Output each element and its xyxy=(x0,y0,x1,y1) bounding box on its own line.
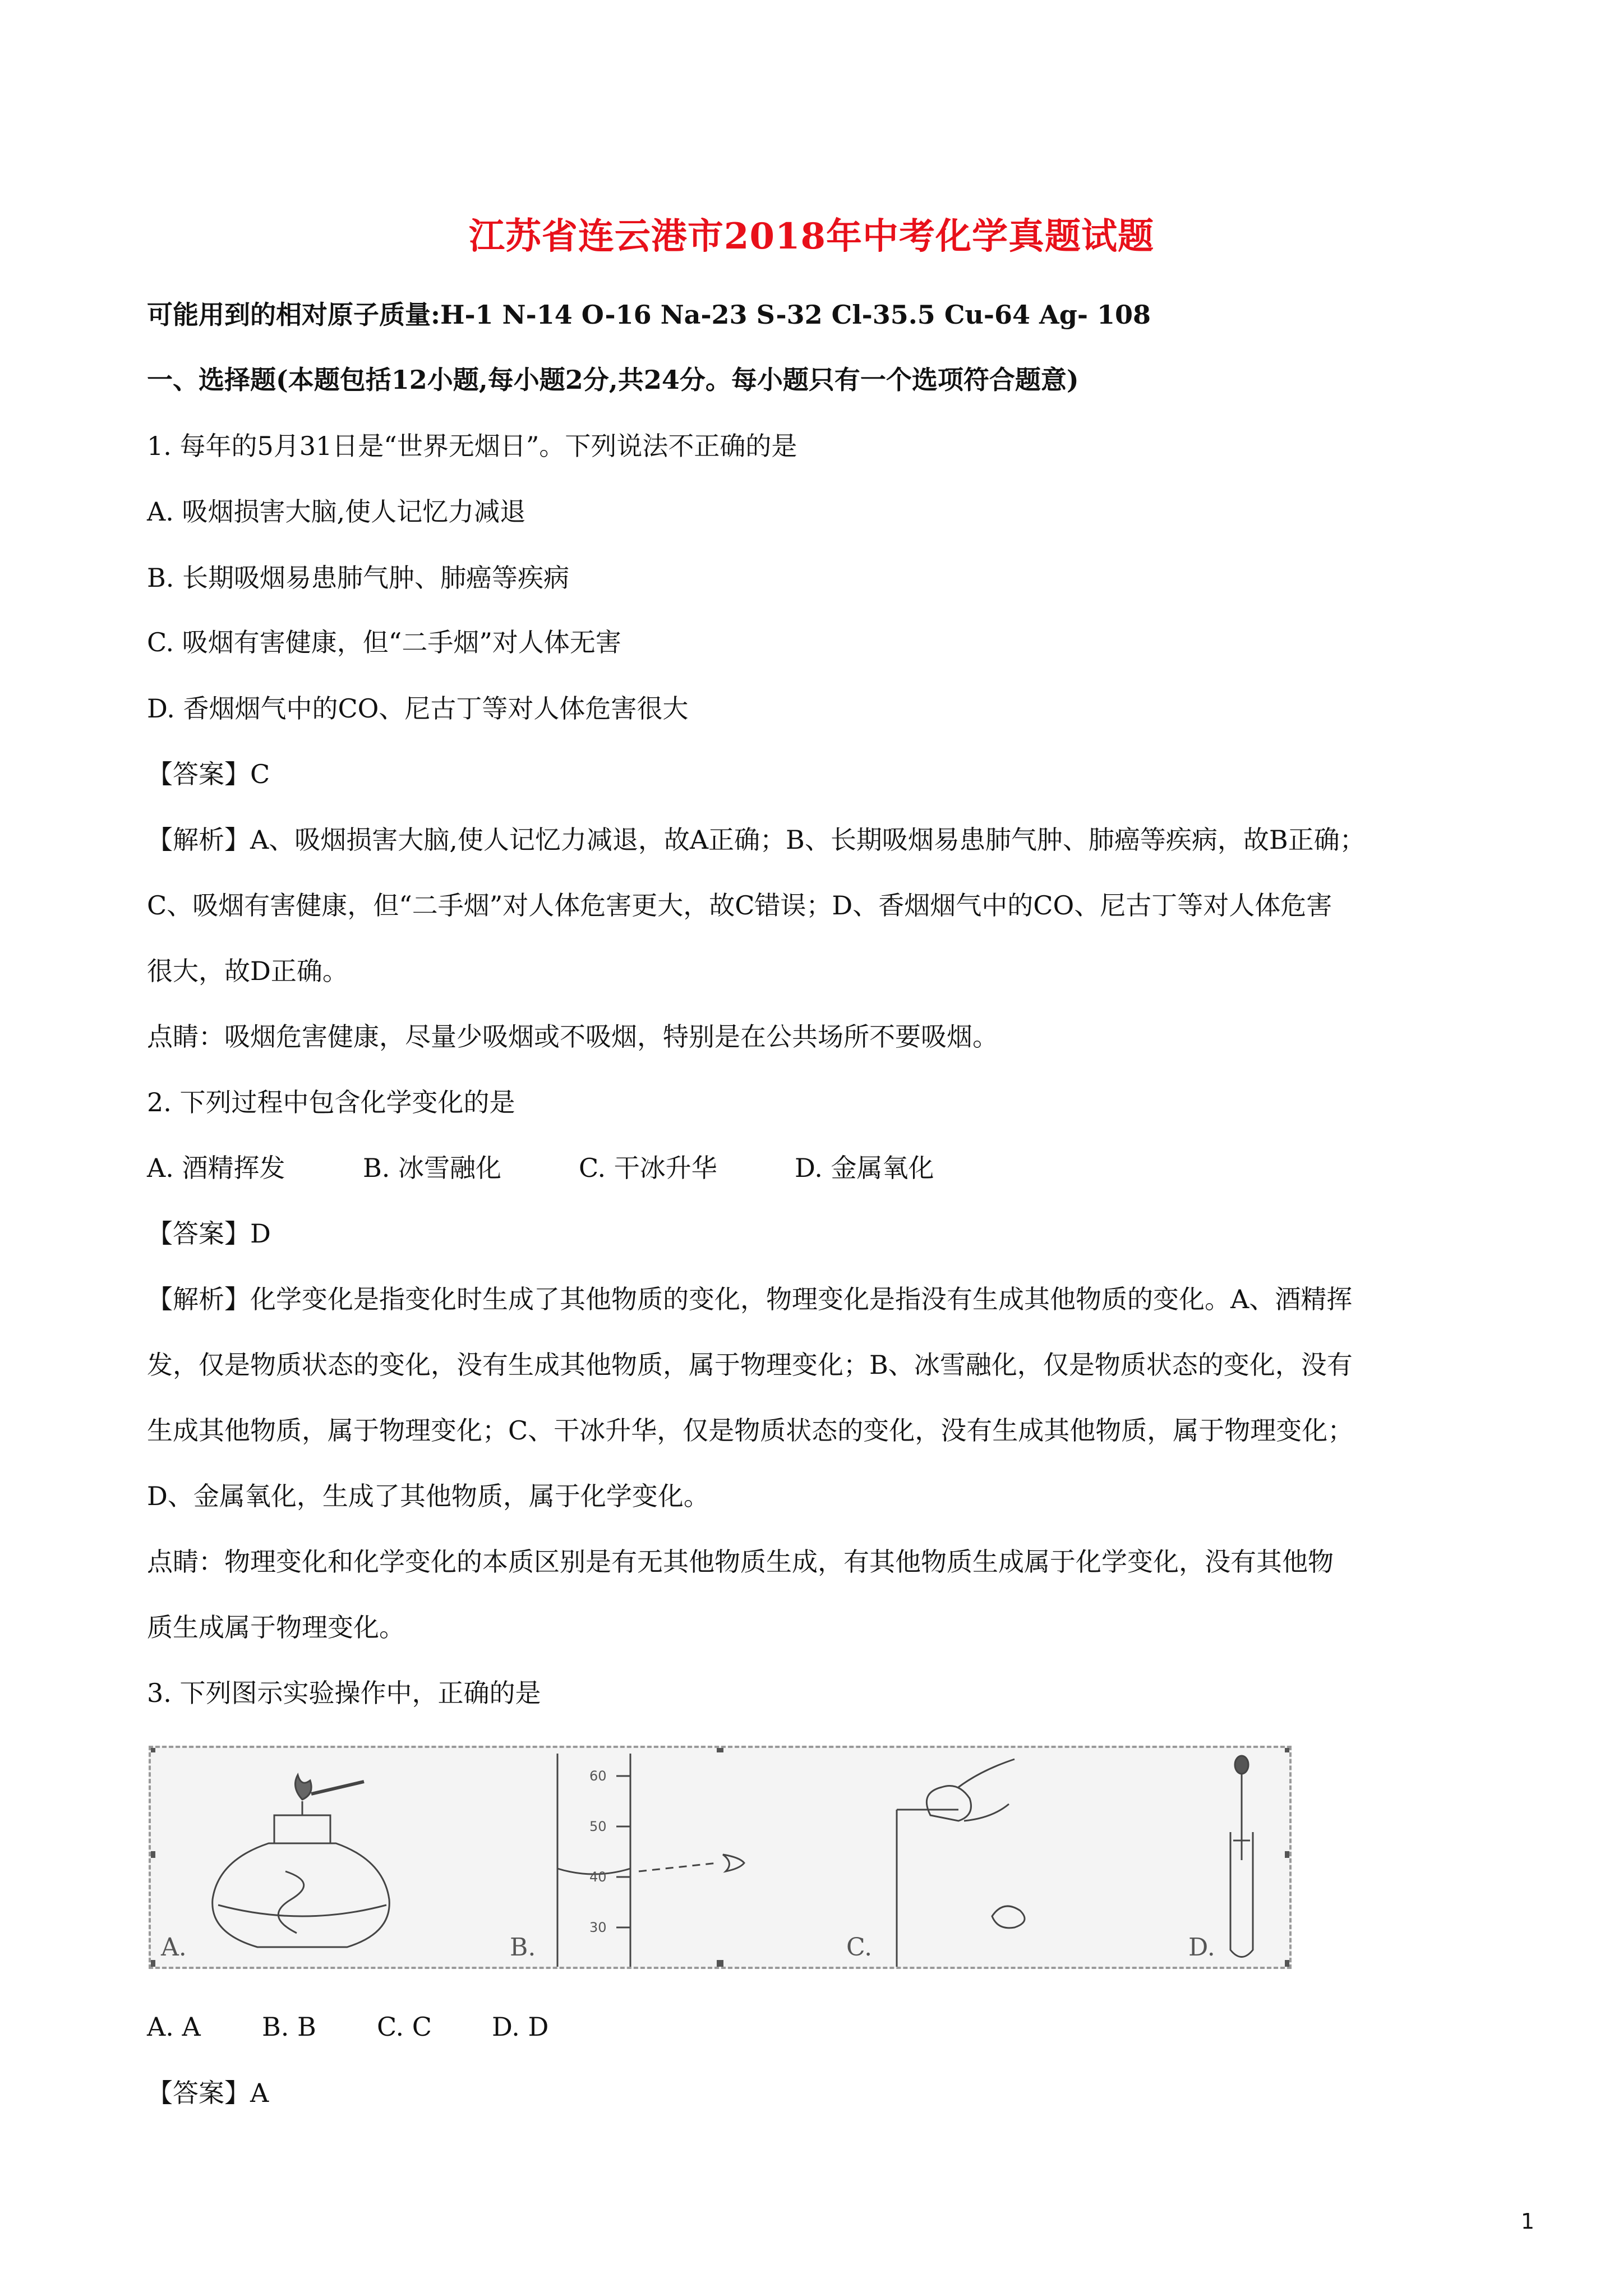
panel-label-d: D. xyxy=(1188,1933,1215,1962)
page-title: 江苏省连云港市2018年中考化学真题试题 xyxy=(468,215,1155,257)
q3-answer: 【答案】A xyxy=(147,2078,269,2108)
q1-option-b: B. 长期吸烟易患肺气肿、肺癌等疾病 xyxy=(147,563,570,593)
cylinder-tick-40: 40 xyxy=(589,1869,607,1885)
panel-label-a: A. xyxy=(161,1933,187,1962)
q3-options xyxy=(147,2009,1493,2044)
alcohol-lamp-icon xyxy=(213,1775,390,1947)
q3-option-d: D. D xyxy=(492,2012,549,2042)
graduated-cylinder-icon xyxy=(557,1754,744,1967)
q1-analysis-line-3: 很大，故D正确。 xyxy=(147,956,348,986)
q2-option-b: B. 冰雪融化 xyxy=(363,1153,502,1183)
q3-stem: 3. 下列图示实验操作中，正确的是 xyxy=(147,1678,541,1708)
panel-label-b: B. xyxy=(510,1933,536,1962)
q1-stem: 1. 每年的5月31日是“世界无烟日”。下列说法不正确的是 xyxy=(147,431,797,461)
q1-analysis-line-2: C、吸烟有害健康，但“二手烟”对人体危害更大，故C错误；D、香烟烟气中的CO、尼古丁等对人体危害 xyxy=(147,890,1332,921)
dropper-test-tube-icon xyxy=(1230,1756,1253,1957)
q1-option-a: A. 吸烟损害大脑,使人记忆力减退 xyxy=(147,496,526,527)
q1-option-d: D. 香烟烟气中的CO、尼古丁等对人体危害很大 xyxy=(147,693,689,724)
q1-answer: 【答案】C xyxy=(147,759,270,789)
q3-option-b: B. B xyxy=(262,2012,316,2042)
cylinder-tick-50: 50 xyxy=(589,1819,607,1834)
atomic-masses: 可能用到的相对原子质量:H-1 N-14 O-16 Na-23 S-32 Cl-35.5 Cu-64 Ag- 108 xyxy=(147,300,1151,330)
q1-option-c: C. 吸烟有害健康，但“二手烟”对人体无害 xyxy=(147,627,621,657)
section-heading: 一、选择题(本题包括12小题,每小题2分,共24分。每小题只有一个选项符合题意) xyxy=(147,365,1079,395)
panel-label-c: C. xyxy=(846,1933,873,1962)
q2-option-d: D. 金属氧化 xyxy=(795,1153,934,1183)
q2-stem: 2. 下列过程中包含化学变化的是 xyxy=(147,1087,515,1117)
q2-analysis-line-2: 发，仅是物质状态的变化，没有生成其他物质，属于物理变化；B、冰雪融化，仅是物质状态的变化，没有 xyxy=(147,1350,1353,1380)
q3-figure-drawing xyxy=(151,1748,1289,1967)
q2-tip-line-2: 质生成属于物理变化。 xyxy=(147,1612,405,1642)
q2-option-c: C. 干冰升华 xyxy=(579,1153,717,1183)
q2-options xyxy=(147,1151,1493,1185)
q3-option-a: A. A xyxy=(147,2012,201,2042)
test-tube-solid-icon xyxy=(897,1759,1025,1967)
q2-tip-line-1: 点睛：物理变化和化学变化的本质区别是有无其他物质生成，有其他物质生成属于化学变化，没有其他物 xyxy=(147,1547,1334,1577)
page-number: 1 xyxy=(1520,2209,1534,2234)
q3-experiment-figure xyxy=(149,1746,1292,1969)
q2-option-a: A. 酒精挥发 xyxy=(147,1153,285,1183)
cylinder-tick-30: 30 xyxy=(589,1920,607,1935)
q2-analysis-line-3: 生成其他物质，属于物理变化；C、干冰升华，仅是物质状态的变化，没有生成其他物质，属于物理变化； xyxy=(147,1415,1354,1446)
q2-analysis-line-1: 【解析】化学变化是指变化时生成了其他物质的变化，物理变化是指没有生成其他物质的变化。A、酒精挥 xyxy=(147,1284,1353,1314)
q1-analysis-line-1: 【解析】A、吸烟损害大脑,使人记忆力减退，故A正确；B、长期吸烟易患肺气肿、肺癌等疾病，故B正确； xyxy=(147,825,1366,855)
q3-option-c: C. C xyxy=(377,2012,432,2042)
q2-answer: 【答案】D xyxy=(147,1218,271,1249)
cylinder-tick-60: 60 xyxy=(589,1768,607,1784)
q1-tip: 点睛：吸烟危害健康，尽量少吸烟或不吸烟，特别是在公共场所不要吸烟。 xyxy=(147,1022,998,1052)
q2-analysis-line-4: D、金属氧化，生成了其他物质，属于化学变化。 xyxy=(147,1481,709,1511)
